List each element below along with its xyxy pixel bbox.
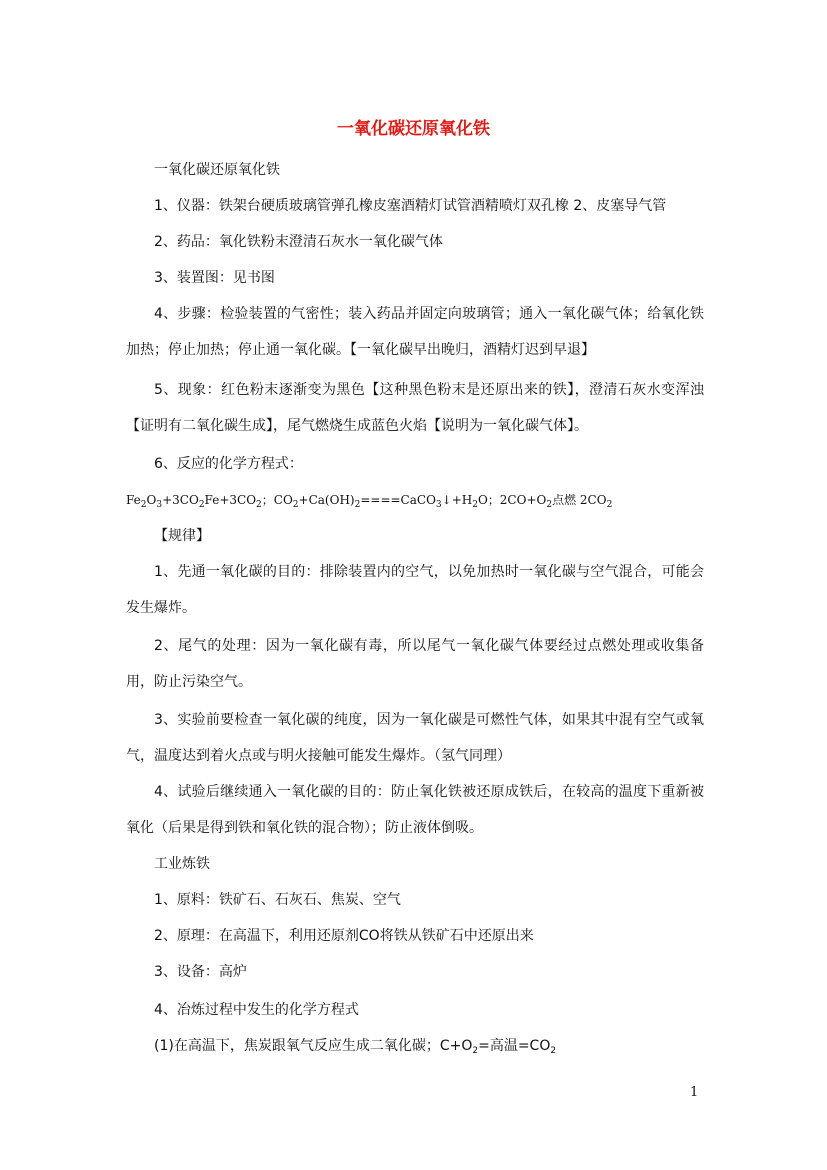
chemicals-paragraph: 2、药品：氧化铁粉末澄清石灰水一氧化碳气体: [154, 234, 443, 250]
industry-heading: 工业炼铁: [154, 856, 210, 872]
instruments-paragraph: 1、仪器：铁架台硬质玻璃管弹孔橡皮塞酒精灯试管酒精喷灯双孔橡 2、皮塞导气管: [154, 198, 667, 214]
materials-paragraph: 1、原料：铁矿石、石灰石、焦炭、空气: [154, 892, 401, 908]
steps-paragraph: 4、步骤：检验装置的气密性；装入药品并固定向玻璃管；通入一氧化碳气体；给氧化铁加热；停止加热；停止通一氧化碳。【一氧化碳早出晚归，酒精灯迟到早退】: [126, 306, 704, 358]
coke-reaction-paragraph: (1)在高温下，焦炭跟氧气反应生成二氧化碳；$C+O_2=$高温$=CO_2$: [154, 1038, 557, 1056]
chemical-equation: $Fe_2O_3+3CO_2Fe+3CO_2$；$CO_2+Ca(OH)_2====CaCO_3↓+H_2O$；$2CO+O_2$点燃 $2CO_2$: [126, 493, 613, 510]
rules-heading: 【规律】: [154, 528, 210, 544]
phenomena-paragraph: 5、现象：红色粉末逐渐变为黑色【这种黑色粉末是还原出来的铁】，澄清石灰水变浑浊【证明有二氧化碳生成】，尾气燃烧生成蓝色火焰【说明为一氧化碳气体】。: [126, 382, 704, 434]
page-number: 1: [690, 1085, 699, 1100]
document-title: 一氧化碳还原氧化铁: [337, 119, 490, 139]
rule-2: 2、尾气的处理：因为一氧化碳有毒，所以尾气一氧化碳气体要经过点燃处理或收集备用，防止污染空气。: [126, 638, 704, 690]
principle-paragraph: 2、原理：在高温下，利用还原剂CO将铁从铁矿石中还原出来: [154, 928, 534, 944]
section-heading: 一氧化碳还原氧化铁: [154, 162, 280, 178]
apparatus-paragraph: 3、装置图：见书图: [154, 270, 275, 286]
equation-heading: 6、反应的化学方程式：: [154, 456, 303, 472]
smelting-equations-heading: 4、冶炼过程中发生的化学方程式: [154, 1002, 359, 1018]
rule-4: 4、试验后继续通入一氧化碳的目的：防止氧化铁被还原成铁后，在较高的温度下重新被氧化（后果是得到铁和氧化铁的混合物）；防止液体倒吸。: [126, 784, 704, 836]
equipment-paragraph: 3、设备：高炉: [154, 964, 247, 980]
rule-3: 3、实验前要检查一氧化碳的纯度，因为一氧化碳是可燃性气体，如果其中混有空气或氧气，温度达到着火点或与明火接触可能发生爆炸。（氢气同理）: [126, 712, 704, 764]
rule-1: 1、先通一氧化碳的目的：排除装置内的空气，以免加热时一氧化碳与空气混合，可能会发生爆炸。: [126, 564, 704, 616]
